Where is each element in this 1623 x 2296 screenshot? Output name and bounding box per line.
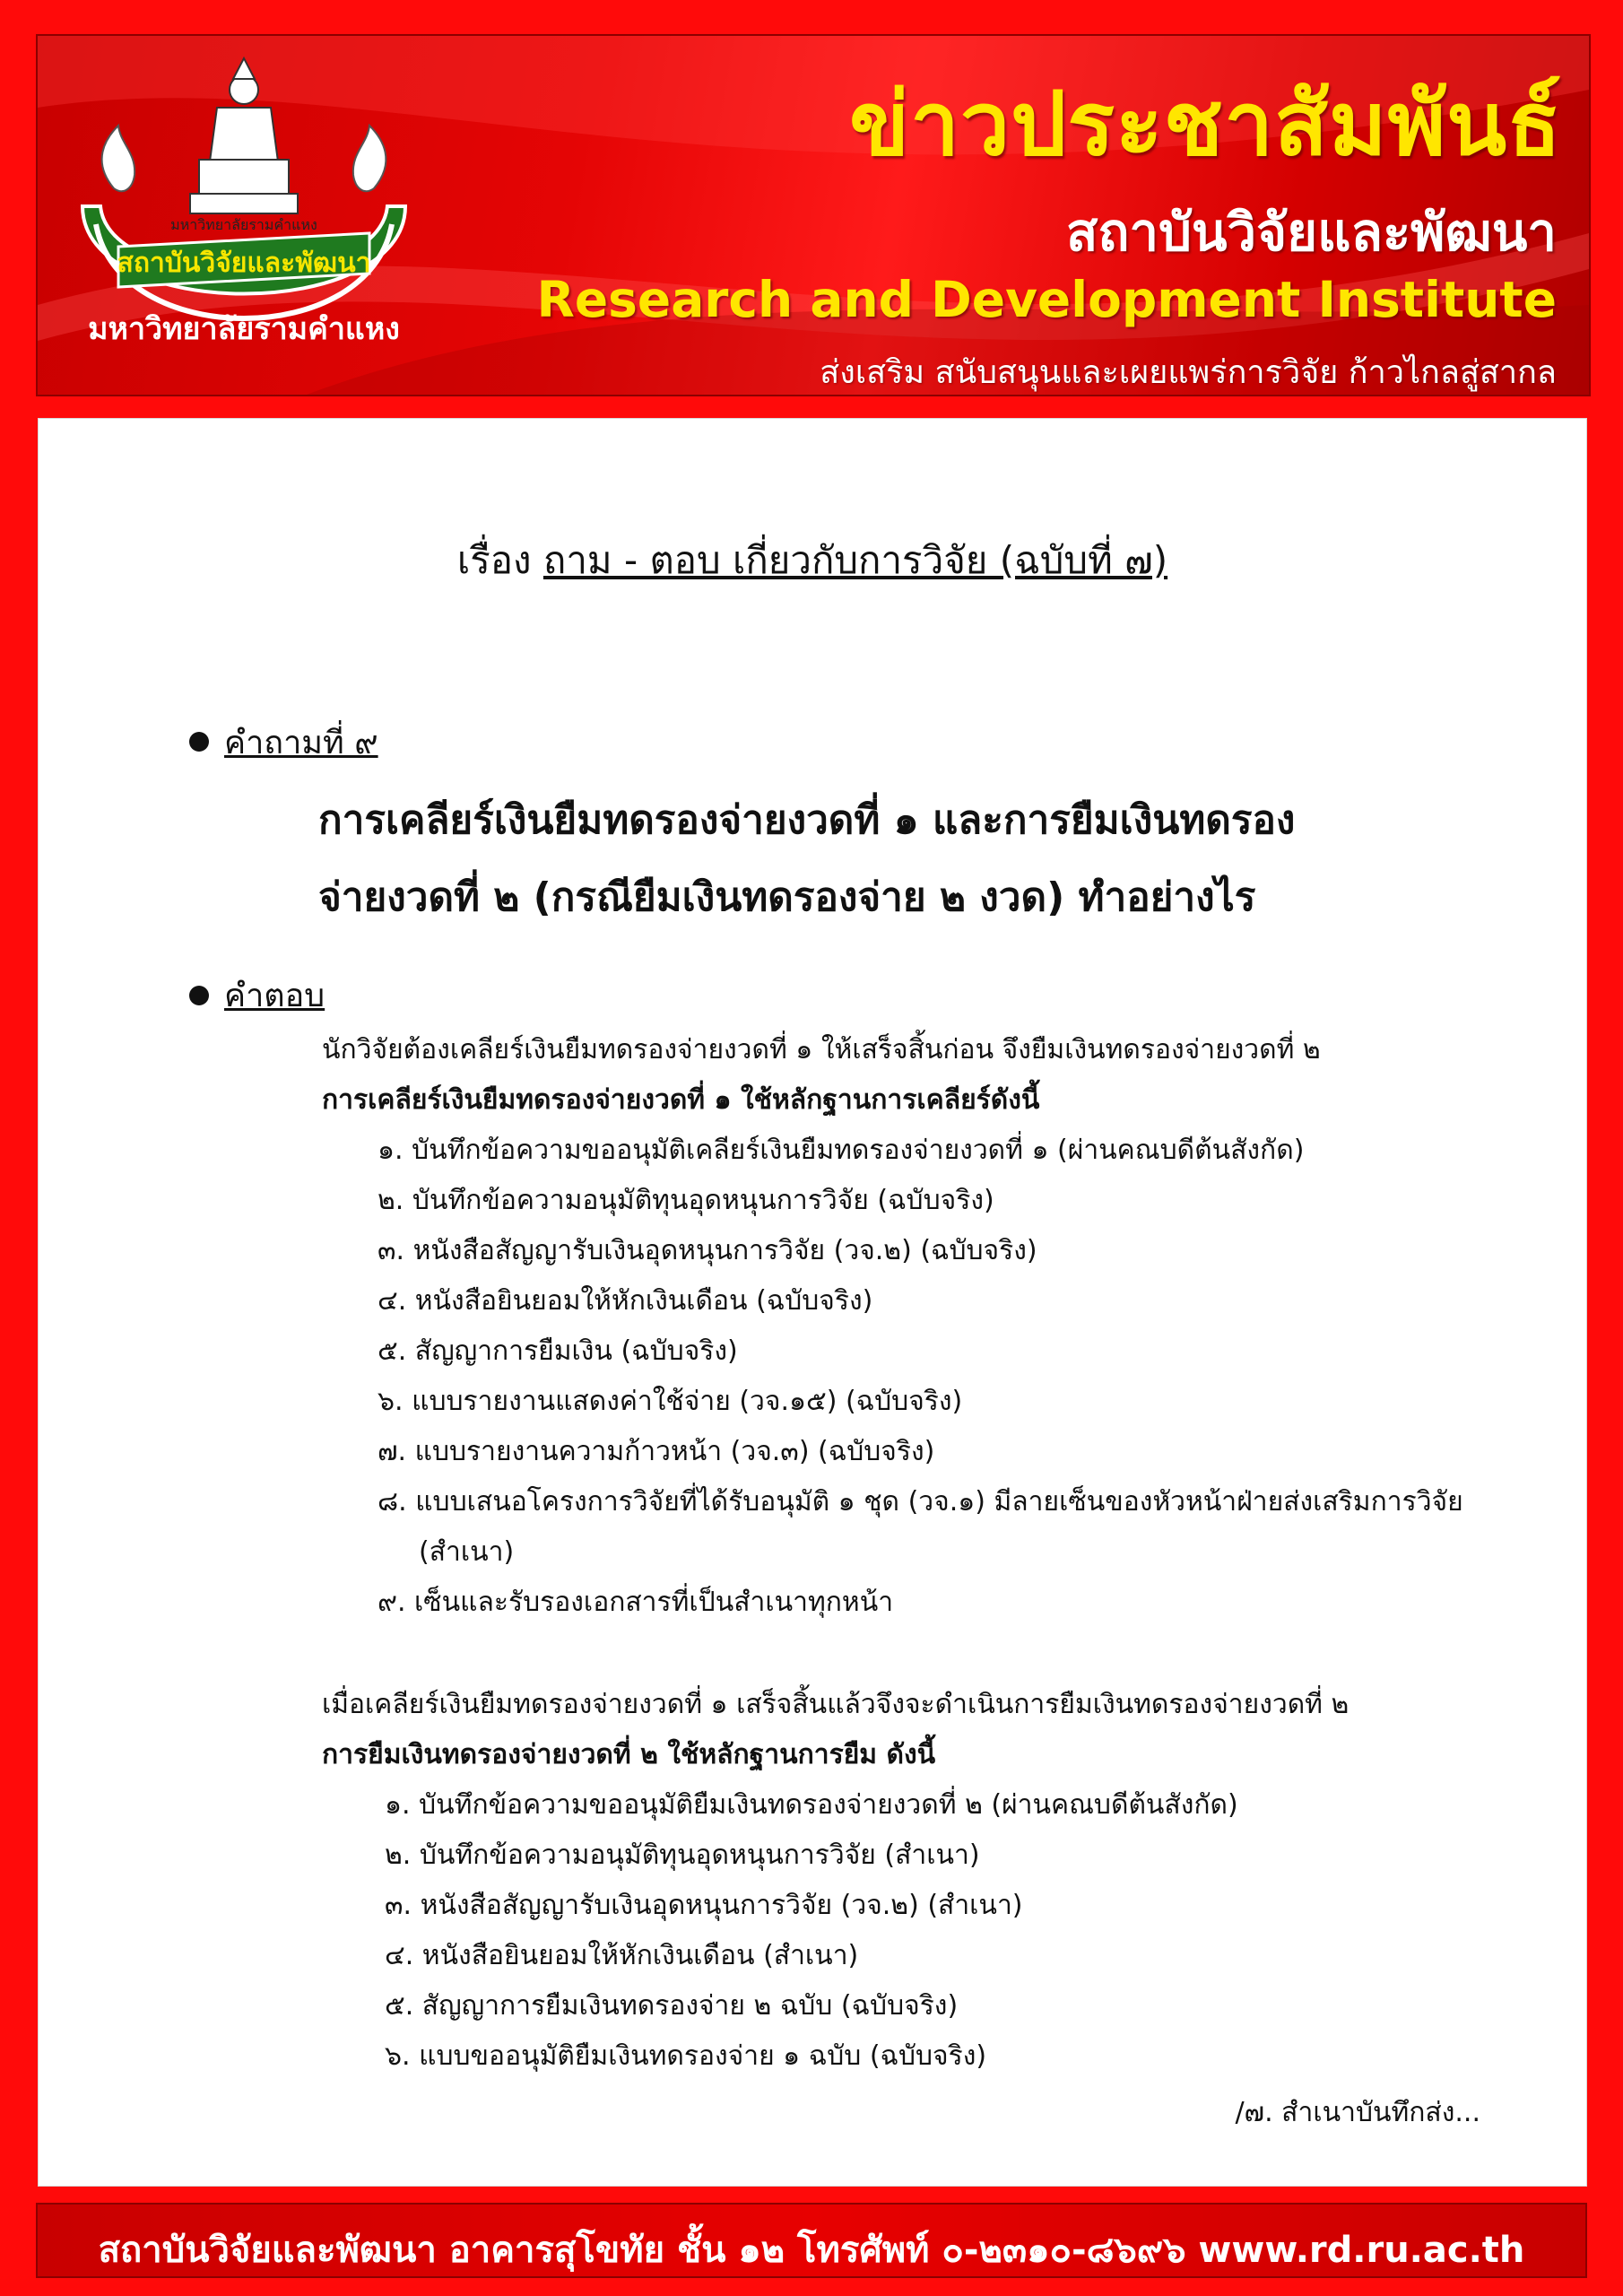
question-line: การเคลียร์เงินยืมทดรองจ่ายงวดที่ ๑ และการยืมเงินทดรอง bbox=[318, 797, 1296, 843]
question-bullet bbox=[189, 732, 209, 752]
header-banner bbox=[36, 34, 1591, 396]
list-item: ๓. หนังสือสัญญารับเงินอุดหนุนการวิจัย (วจ.๒) (สำเนา) bbox=[385, 1890, 1023, 1921]
list-item: ๑. บันทึกข้อความขออนุมัติเคลียร์เงินยืมทดรองจ่ายงวดที่ ๑ (ผ่านคณบดีต้นสังกัด) bbox=[378, 1135, 1305, 1166]
university-logo bbox=[65, 54, 423, 386]
banner-institute-english: Research and Development Institute bbox=[536, 271, 1557, 328]
list-item: ๓. หนังสือสัญญารับเงินอุดหนุนการวิจัย (วจ.๒) (ฉบับจริง) bbox=[378, 1235, 1037, 1266]
list-item: ๘. แบบเสนอโครงการวิจัยที่ได้รับอนุมัติ ๑ ชุด (วจ.๑) มีลายเซ็นของหัวหน้าฝ่ายส่งเสริมการวิจัย bbox=[378, 1486, 1463, 1518]
announcement-content bbox=[38, 418, 1587, 2187]
title-prefix: เรื่อง bbox=[456, 538, 532, 582]
document-title bbox=[39, 531, 1586, 590]
list-item: ๒. บันทึกข้อความอนุมัติทุนอุดหนุนการวิจัย (ฉบับจริง) bbox=[378, 1185, 994, 1216]
answer-intro: นักวิจัยต้องเคลียร์เงินยืมทดรองจ่ายงวดที่ ๑ ให้เสร็จสิ้นก่อน จึงยืมเงินทดรองจ่ายงวดที่ ๒ bbox=[322, 1034, 1321, 1065]
footer-bar bbox=[36, 2203, 1587, 2278]
part2-heading: การยืมเงินทดรองจ่ายงวดที่ ๒ ใช้หลักฐานการยืม ดังนี้ bbox=[322, 1739, 936, 1770]
banner-title: ข่าวประชาสัมพันธ์ bbox=[849, 74, 1562, 176]
list-item: ๑. บันทึกข้อความขออนุมัติยืมเงินทดรองจ่ายงวดที่ ๒ (ผ่านคณบดีต้นสังกัด) bbox=[385, 1789, 1238, 1821]
answer-label: คำตอบ bbox=[224, 978, 325, 1014]
list-item: ๙. เซ็นและรับรองเอกสารที่เป็นสำเนาทุกหน้า bbox=[378, 1587, 894, 1618]
list-item: ๔. หนังสือยินยอมให้หักเงินเดือน (สำเนา) bbox=[385, 1940, 859, 1971]
banner-slogan: ส่งเสริม สนับสนุนและเผยแพร่การวิจัย ก้าวไกลสู่สากล bbox=[820, 354, 1557, 391]
logo-small-ribbon: มหาวิทยาลัยรามคำแหง bbox=[170, 216, 317, 233]
question-label: คำถามที่ ๙ bbox=[224, 725, 378, 761]
part1-heading: การเคลียร์เงินยืมทดรองจ่ายงวดที่ ๑ ใช้หลักฐานการเคลียร์ดังนี้ bbox=[322, 1084, 1040, 1116]
list-item: ๒. บันทึกข้อความอนุมัติทุนอุดหนุนการวิจัย (สำเนา) bbox=[385, 1839, 980, 1871]
answer-bullet bbox=[189, 986, 209, 1005]
list-item: ๕. สัญญาการยืมเงิน (ฉบับจริง) bbox=[378, 1335, 738, 1367]
title-main: ถาม - ตอบ เกี่ยวกับการวิจัย (ฉบับที่ ๗) bbox=[542, 538, 1168, 582]
banner-institute-thai: สถาบันวิจัยและพัฒนา bbox=[1065, 202, 1557, 263]
list-item-continuation: (สำเนา) bbox=[419, 1536, 515, 1568]
question-line: จ่ายงวดที่ ๒ (กรณียืมเงินทดรองจ่าย ๒ งวด) ทำอย่างไร bbox=[318, 874, 1256, 920]
continued-note: /๗. สำเนาบันทึกส่ง... bbox=[1235, 2097, 1480, 2128]
logo-main-ribbon: สถาบันวิจัยและพัฒนา bbox=[117, 248, 371, 279]
part2-intro: เมื่อเคลียร์เงินยืมทดรองจ่ายงวดที่ ๑ เสร็จสิ้นแล้วจึงจะดำเนินการยืมเงินทดรองจ่ายงวดที่ ๒ bbox=[322, 1689, 1350, 1720]
footer-contact: สถาบันวิจัยและพัฒนา อาคารสุโขทัย ชั้น ๑๒ โทรศัพท์ ๐-๒๓๑๐-๘๖๙๖ www.rd.ru.ac.th bbox=[98, 2230, 1525, 2271]
list-item: ๖. แบบรายงานแสดงค่าใช้จ่าย (วจ.๑๕) (ฉบับจริง) bbox=[378, 1386, 963, 1417]
list-item: ๔. หนังสือยินยอมให้หักเงินเดือน (ฉบับจริง) bbox=[378, 1285, 873, 1317]
logo-arc-text: มหาวิทยาลัยรามคำแหง bbox=[88, 311, 400, 347]
list-item: ๖. แบบขออนุมัติยืมเงินทดรองจ่าย ๑ ฉบับ (ฉบับจริง) bbox=[385, 2040, 987, 2072]
list-item: ๕. สัญญาการยืมเงินทดรองจ่าย ๒ ฉบับ (ฉบับจริง) bbox=[385, 1990, 959, 2022]
list-item: ๗. แบบรายงานความก้าวหน้า (วจ.๓) (ฉบับจริง) bbox=[378, 1436, 935, 1467]
question-text bbox=[318, 782, 1295, 936]
